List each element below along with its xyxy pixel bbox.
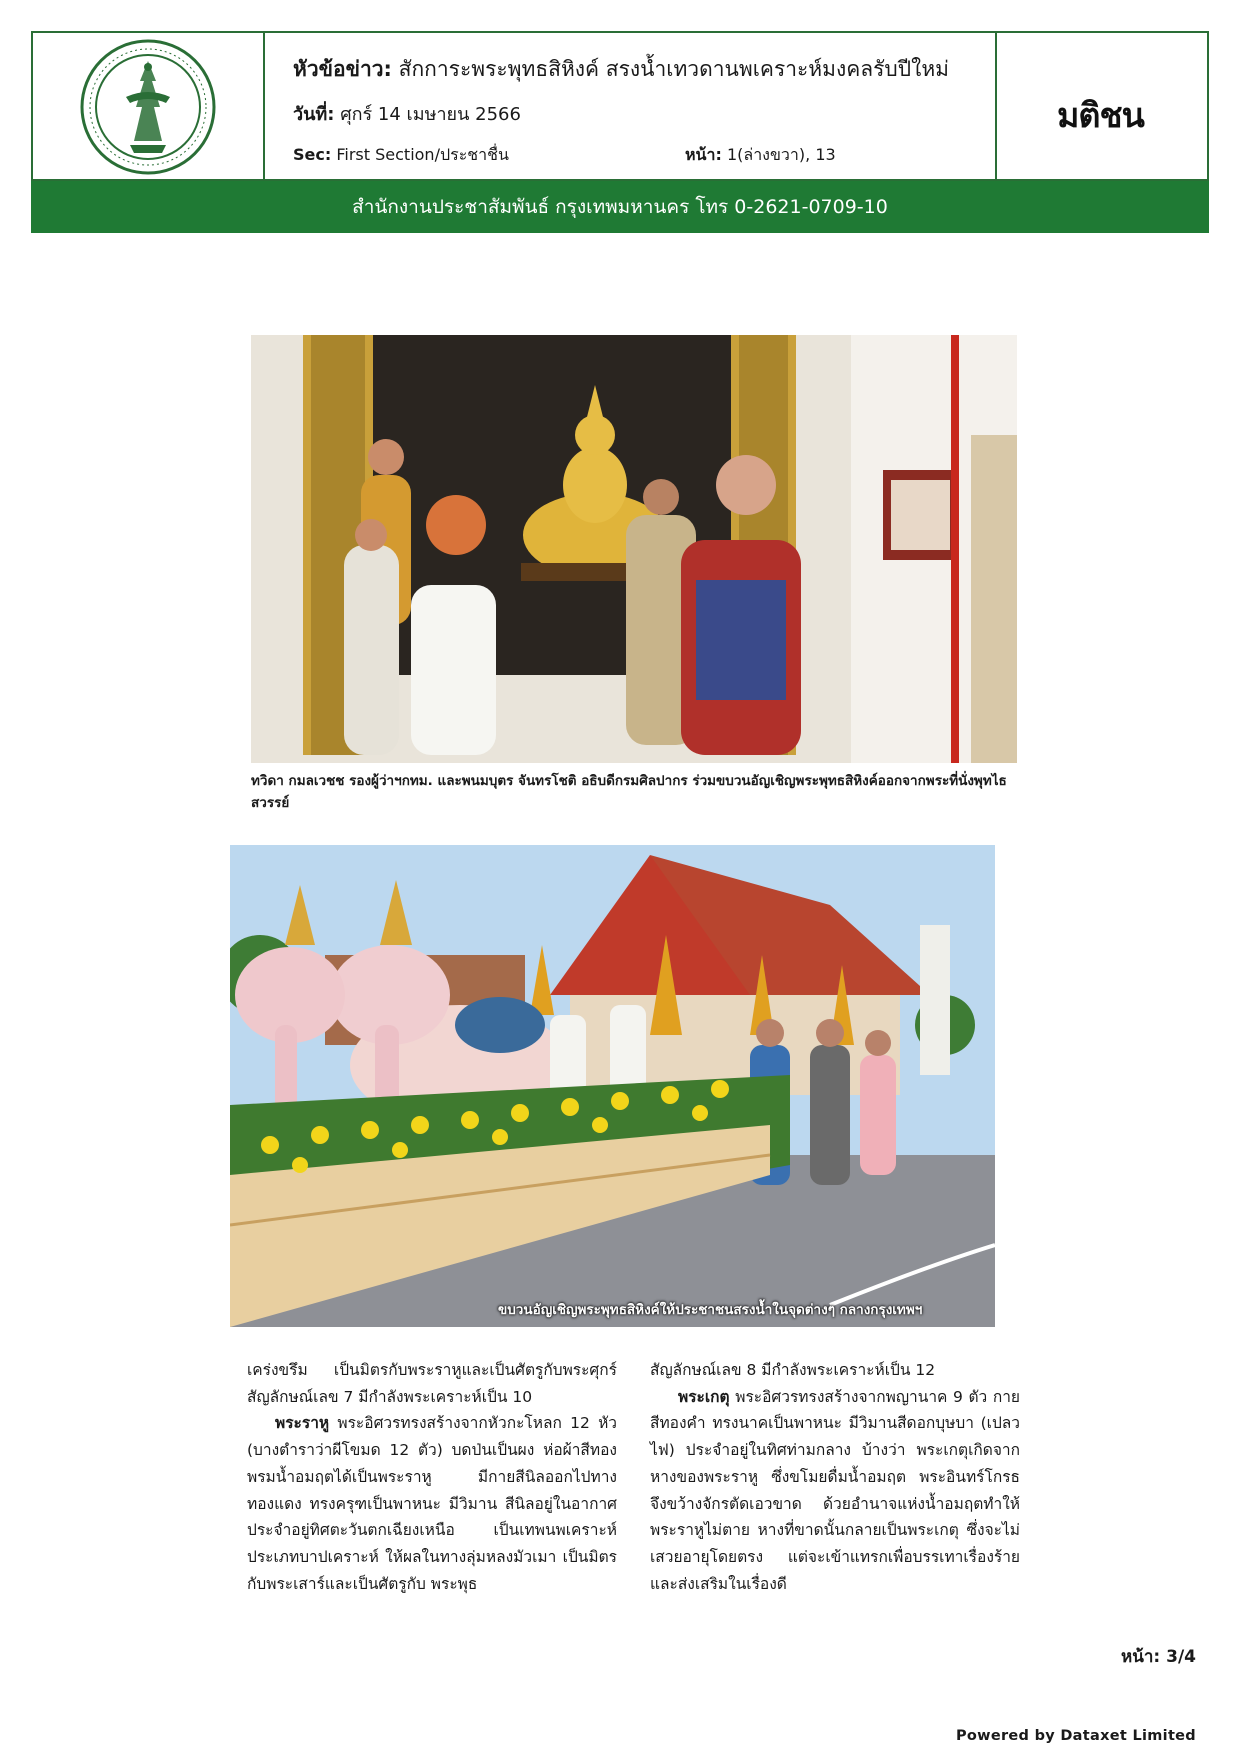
- article-column-right: [650, 1357, 1020, 1597]
- clipping-header: [31, 31, 1209, 181]
- powered-by: Powered by Dataxet Limited: [955, 1728, 1196, 1744]
- photo1-caption: ทวิดา กมลเวชช รองผู้ว่าฯกทม. และพนมบุตร จันทรโชติ อธิบดีกรมศิลปากร ร่วมขบวนอัญเชิญพระพุทธสิหิงค์ออกจากพระที่นั่งพุทไธสวรรย์: [251, 773, 1007, 811]
- page-row: [685, 143, 836, 168]
- bma-seal-cell: [33, 33, 265, 179]
- right-intro: สัญลักษณ์เลข 8 มีกำลังพระเคราะห์เป็น 12: [650, 1361, 936, 1379]
- headline-row: [293, 53, 993, 86]
- photo2-caption: ขบวนอัญเชิญพระพุทธสิหิงค์ให้ประชาชนสรงน้ำในจุดต่างๆ กลางกรุงเทพฯ: [498, 1302, 923, 1318]
- publication-logo: มติชน: [1057, 96, 1144, 136]
- ketu-body: พระอิศวรทรงสร้างจากพญานาค 9 ตัว กายสีทองคำ ทรงนาคเป็นพาหนะ มีวิมานสีดอกบุษบา (เปลวไฟ) ประจำอยู่ในทิศท่ามกลาง บ้างว่า พระเกตุเกิดจากหางของพระราหู ซึ่งขโมยดื่มน้ำอมฤต พระอินทร์โกรธจึงขว้างจักรตัดเอวขาด ด้วยอำนาจแห่งน้ำอมฤตทำให้พระราหูไม่ตาย หางที่ขาดนั้นกลายเป็นพระเกตุ ซึ่งจะไม่เสวยอายุโดยตรง แต่จะเข้าแทรกเพื่อบรรเทาเรื่องร้ายและส่งเสริมในเรื่องดี: [650, 1387, 1020, 1593]
- headline: สักการะพระพุทธสิหิงค์ สรงน้ำเทวดานพเคราะห์มงคลรับปีใหม่: [398, 57, 950, 81]
- article-column-left: [247, 1357, 617, 1597]
- clipping-meta: [265, 33, 997, 179]
- left-paragraph: [247, 1410, 617, 1597]
- photo-elephant-float: [230, 845, 995, 1327]
- publication-cell: [997, 33, 1207, 179]
- date-row: [293, 99, 521, 128]
- rahu-body: พระอิศวรทรงสร้างจากหัวกะโหลก 12 หัว (บางตำราว่าผีโขมด 12 ตัว) บดป่นเป็นผง ห่อผ้าสีทอง พรมน้ำอมฤตได้เป็นพระราหู มีกายสีนิลออกไปทางทองแดง ทรงครุฑเป็นพาหนะ มีวิมาน สีนิลอยู่ในอากาศ ประจำอยู่ทิศตะวันตกเฉียงเหนือ เป็นเทพนพเคราะห์ประเภทบาปเคราะห์ ให้ผลในทางลุ่มหลงมัวเมา เป็นมิตรกับพระเสาร์และเป็นศัตรูกับ พระพุธ: [247, 1414, 617, 1593]
- section: First Section/ประชาชื่น: [336, 145, 509, 164]
- photo-buddha-procession: [251, 335, 1017, 763]
- left-intro: เคร่งขรึม เป็นมิตรกับพระราหูและเป็นศัตรูกับพระศุกร์ สัญลักษณ์เลข 7 มีกำลังพระเคราะห์เป็น 10: [247, 1361, 617, 1406]
- section-row: [293, 143, 509, 168]
- page-label: หน้า:: [685, 145, 722, 164]
- right-paragraph: [650, 1384, 1020, 1598]
- bma-seal-icon: [78, 37, 218, 177]
- office-banner: สำนักงานประชาสัมพันธ์ กรุงเทพมหานคร โทร 0-2621-0709-10: [31, 181, 1209, 233]
- ketu-heading: พระเกตุ: [678, 1387, 730, 1406]
- page-ref: 1(ล่างขวา), 13: [726, 145, 836, 164]
- headline-label: หัวข้อข่าว:: [293, 57, 392, 81]
- date-label: วันที่:: [293, 104, 335, 125]
- section-label: Sec:: [293, 145, 332, 164]
- date: ศุกร์ 14 เมษายน 2566: [340, 104, 521, 125]
- rahu-heading: พระราหู: [275, 1414, 330, 1433]
- page-number: หน้า: 3/4: [1121, 1647, 1196, 1667]
